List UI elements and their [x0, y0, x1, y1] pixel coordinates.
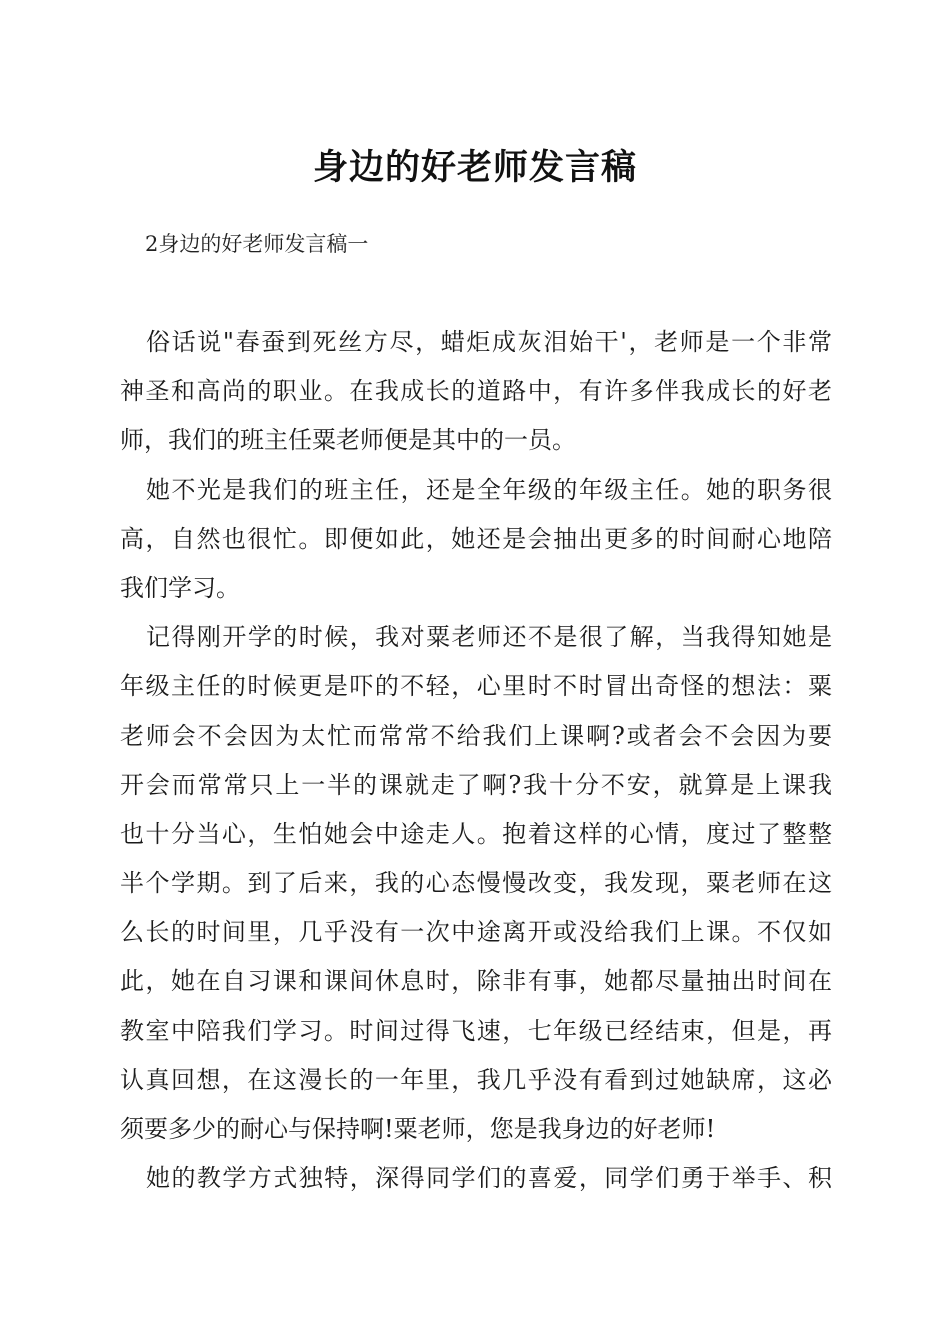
paragraph-line: 么长的时间里，几乎没有一次中途离开或没给我们上课。不仅如	[120, 918, 832, 947]
paragraph-line: 年级主任的时候更是吓的不轻，心里时不时冒出奇怪的想法：粟	[120, 672, 832, 701]
paragraph-line: 她不光是我们的班主任，还是全年级的年级主任。她的职务很	[146, 475, 832, 504]
paragraph-2	[120, 466, 832, 614]
paragraph-line: 神圣和高尚的职业。在我成长的道路中，有许多伴我成长的好老	[120, 377, 832, 406]
document-body	[120, 318, 832, 1203]
document-subtitle: 2身边的好老师发言稿一	[145, 232, 369, 256]
paragraph-line: 半个学期。到了后来，我的心态慢慢改变，我发现，粟老师在这	[120, 869, 832, 898]
paragraph-3	[120, 613, 832, 1154]
paragraph-line: 我们学习。	[120, 573, 240, 602]
paragraph-line: 须要多少的耐心与保持啊!粟老师，您是我身边的好老师!	[120, 1115, 716, 1143]
paragraph-line: 认真回想，在这漫长的一年里，我几乎没有看到过她缺席，这必	[120, 1065, 832, 1094]
paragraph-line: 此，她在自习课和课间休息时，除非有事，她都尽量抽出时间在	[120, 967, 832, 996]
paragraph-line: 老师会不会因为太忙而常常不给我们上课啊?或者会不会因为要	[120, 721, 832, 750]
paragraph-line: 也十分当心，生怕她会中途走人。抱着这样的心情，度过了整整	[120, 819, 832, 848]
paragraph-1	[120, 318, 832, 466]
paragraph-line: 俗话说"春蚕到死丝方尽，蜡炬成灰泪始干'，老师是一个非常	[146, 328, 832, 356]
paragraph-line: 开会而常常只上一半的课就走了啊?我十分不安，就算是上课我	[120, 770, 832, 799]
paragraph-line: 高，自然也很忙。即便如此，她还是会抽出更多的时间耐心地陪	[120, 524, 832, 553]
paragraph-line: 她的教学方式独特，深得同学们的喜爱，同学们勇于举手、积	[146, 1164, 832, 1193]
paragraph-line: 记得刚开学的时候，我对粟老师还不是很了解，当我得知她是	[146, 623, 832, 652]
paragraph-line: 师，我们的班主任粟老师便是其中的一员。	[120, 426, 576, 455]
document-title: 身边的好老师发言稿	[312, 147, 637, 188]
paragraph-line: 教室中陪我们学习。时间过得飞速，七年级已经结束，但是，再	[120, 1016, 832, 1045]
paragraph-4	[120, 1154, 832, 1203]
